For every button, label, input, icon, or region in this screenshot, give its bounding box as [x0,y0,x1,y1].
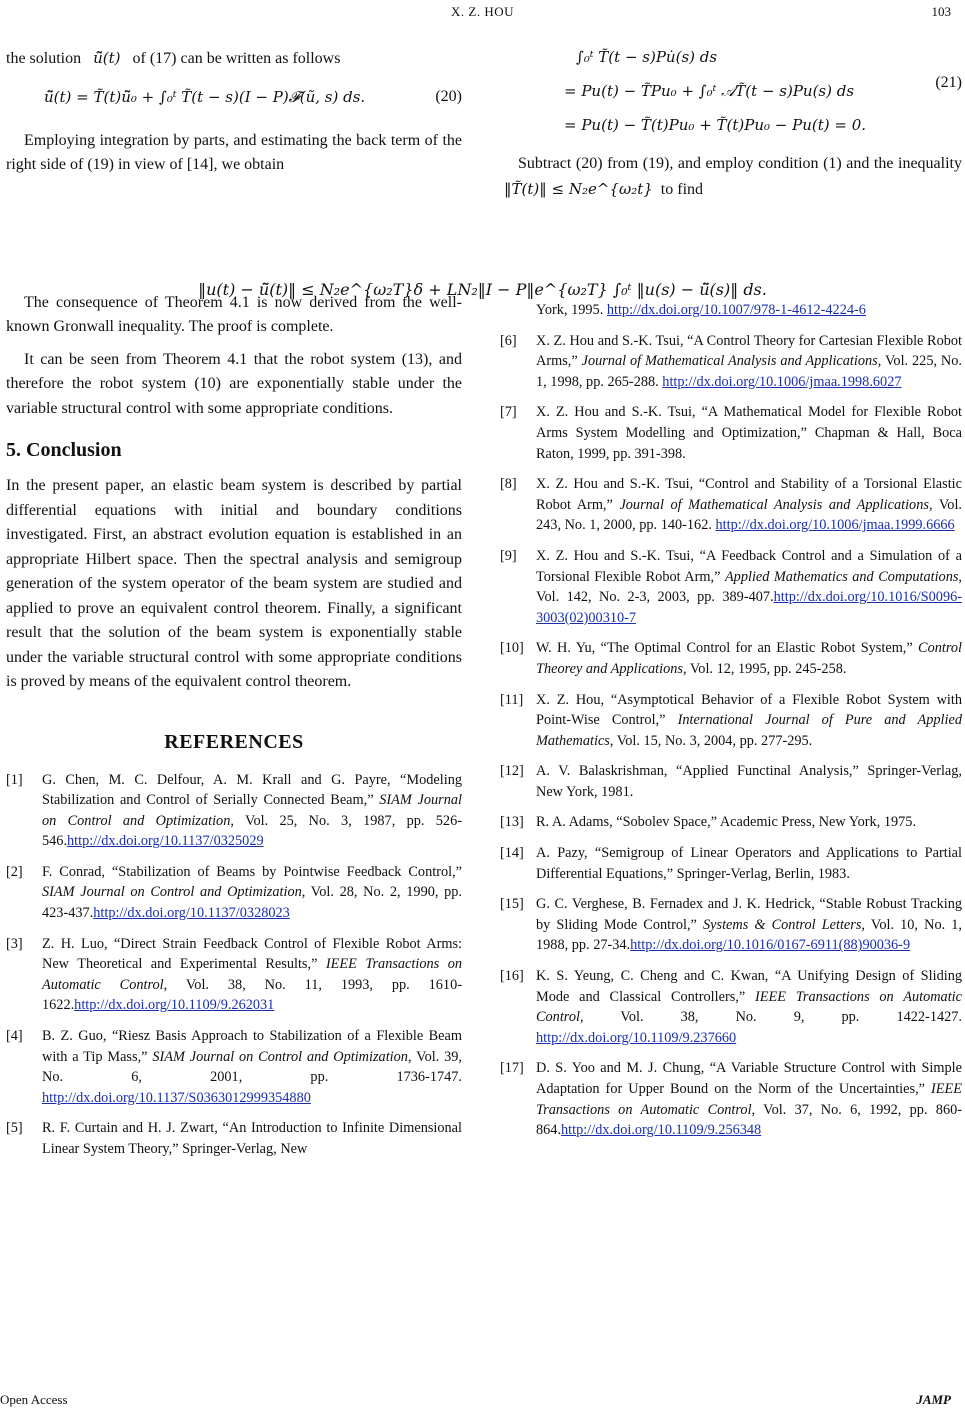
reference-details: , Vol. 225, No. 1, 1998, pp. 265-288. [536,353,962,390]
reference-item [500,761,962,802]
reference-text: X. Z. Hou and S.-K. Tsui, “A Control Theory for Cartesian Flexible Robot Arms,” [536,332,962,370]
reference-number: [11] [500,691,524,708]
reference-text: A. Pazy, “Semigroup of Linear Operators and Applications to Partial Differential Equations,” Springer-Verlag, Berlin, 1983. [536,845,962,882]
reference-text: X. Z. Hou and S.-K. Tsui, “A Feedback Control and a Simulation of a Torsional Flexible Robot Arm,” [536,547,962,585]
reference-number: [15] [500,896,524,913]
reference-journal: Journal of Mathematical Analysis and Applications [619,496,929,513]
reference-text: Z. H. Luo, “Direct Strain Feedback Control of Flexible Robot Arms: New Theoretical and Experimental Results,” [42,935,462,973]
reference-details: , Vol. 38, No. 11, 1993, pp. 1610-1622. [42,976,462,1014]
reference-doi-link[interactable]: http://dx.doi.org/10.1016/0167-6911(88)90036-9 [630,937,911,954]
solution-symbol: ũ̃(t) [93,49,121,67]
reference-item [500,1058,962,1140]
reference-number: [7] [500,404,517,421]
equation-21-line-1: ∫₀ᵗ T̃(t − s)Pu̇(s) ds [576,48,718,66]
reference-number: [12] [500,763,524,780]
reference-doi-link[interactable]: http://dx.doi.org/10.1007/978-1-4612-4224-6 [606,302,866,318]
reference-text: R. F. Curtain and H. J. Zwart, “An Introduction to Infinite Dimensional Linear System Theory,” Springer-Verlag, New [42,1120,462,1157]
references-list-left [6,770,462,1160]
reference-details: , Vol. 142, No. 2-3, 2003, pp. 389-407. [536,568,962,606]
reference-text: R. A. Adams, “Sobolev Space,” Academic Press, New York, 1975. [536,814,917,831]
reference-text: A. V. Balaskrishman, “Applied Functinal Analysis,” Springer-Verlag, New York, 1981. [536,763,962,800]
reference-number: [17] [500,1060,524,1077]
solution-intro-text: the solution [6,50,82,67]
integration-paragraph: Employing integration by parts, and estimating the back term of the right side of (19) in view of [14], we obtain [6,131,462,173]
reference-item [6,1118,462,1159]
reference-details: , Vol. 12, 1995, pp. 245-258. [682,660,847,677]
gronwall-equation-body: ‖u(t) − ũ̃(t)‖ ≤ N₂e^{ω₂T}δ + LN₂‖I − P‖e^{ω₂T} ∫₀ᵗ ‖u(s) − ũ̃(s)‖ ds. [198,280,767,299]
references-list-right [500,300,962,1141]
reference-item [500,546,962,628]
reference-journal: SIAM Journal on Control and Optimization [42,884,302,901]
reference-item [6,934,462,1016]
reference-journal: IEEE Transactions on Automatic Control [536,1081,962,1118]
reference-journal: Applied Mathematics and Computations [724,568,959,585]
reference-details: , Vol. 38, No. 9, pp. 1422-1427. [579,1009,962,1026]
reference-item [500,331,962,393]
reference-text: York, 1995. [536,302,607,318]
gronwall-equation [0,280,965,300]
reference-details: , Vol. 28, No. 2, 1990, pp. 423-437. [42,884,462,922]
reference-item [500,690,962,752]
reference-item [6,862,462,924]
subtract-text-b: to find [660,180,704,198]
equation-21-line-2: = Pu(t) − T̃Pu₀ + ∫₀ᵗ 𝒜T̃(t − s)Pu(s) ds [564,82,855,100]
equation-21 [500,40,962,142]
reference-text: B. Z. Guo, “Riesz Basis Approach to Stabilization of a Flexible Beam with a Tip Mass,” [42,1028,462,1065]
reference-item [500,966,962,1048]
subtract-paragraph [500,152,962,202]
gronwall-paragraph: The consequence of Theorem 4.1 is now derived from the well-known Gronwall inequality. The proof is complete. [6,293,462,335]
reference-number: [16] [500,968,524,985]
reference-details: , Vol. 25, No. 3, 1987, pp. 526-546. [42,812,462,850]
reference-doi-link[interactable]: http://dx.doi.org/10.1137/0325029 [67,833,264,850]
reference-item [500,812,962,833]
subtract-inequality: ‖T̃(t)‖ ≤ N₂e^{ω₂t} [504,179,653,198]
reference-number: [6] [500,332,517,349]
subtract-text-a: Subtract (20) from (19), and employ condition (1) and the inequality [518,155,962,172]
reference-text: W. H. Yu, “The Optimal Control for an Elastic Robot System,” [536,640,919,657]
reference-journal: Control Theorey and Applications [536,640,962,677]
reference-doi-link[interactable]: http://dx.doi.org/10.1109/9.262031 [74,997,275,1014]
reference-number: [3] [6,935,23,952]
running-header-author: X. Z. HOU [451,4,514,19]
equation-21-line-3: = Pu(t) − T̃(t)Pu₀ + T̃(t)Pu₀ − Pu(t) = 0. [564,116,867,134]
equation-21-number: (21) [935,74,962,91]
reference-number: [4] [6,1028,23,1045]
reference-doi-link[interactable]: http://dx.doi.org/10.1006/jmaa.1998.6027 [662,373,902,390]
conclusion-paragraph: In the present paper, an elastic beam system is described by partial differential equations with initial and boundary conditions investigated. First, an abstract evolution equation is established in an appropriate Hilbert space. Then the spectral analysis and semigroup generation of the system operator of the beam system are studied and applied to prove an equivalent control theorem. Finally, a significant result that the solution of the beam system is exponentially stable under the variable structural control with some appropriate conditions is proved by means of the equivalent control theorem. [6,477,462,690]
reference-details: , Vol. 243, No. 1, 2000, pp. 140-162. [536,496,962,534]
equation-20-number: (20) [435,87,462,105]
reference-journal: Systems & Control Letters [703,916,862,933]
reference-doi-link[interactable]: http://dx.doi.org/10.1137/S0363012999354880 [42,1089,311,1106]
reference-text: X. Z. Hou and S.-K. Tsui, “A Mathematical Model for Flexible Robot Arms System Modelling and Optimization,” Chapman & Hall, Boca Raton, 1999, pp. 391-398. [536,404,962,462]
reference-journal: IEEE Transactions on Automatic Control [42,956,462,993]
reference-doi-link[interactable]: http://dx.doi.org/10.1109/9.237660 [536,1029,737,1046]
reference-text: D. S. Yoo and M. J. Chung, “A Variable Structure Control with Simple Adaptation for Upper Bound on the Norm of the Uncertainties,” [536,1060,962,1097]
reference-number: [14] [500,845,524,862]
reference-item [500,300,962,321]
page-number: 103 [931,4,951,19]
reference-doi-link[interactable]: http://dx.doi.org/10.1016/S0096-3003(02)00310-7 [536,589,962,626]
reference-journal: SIAM Journal on Control and Optimization [42,792,462,829]
footer-journal: JAMP [916,1392,951,1407]
reference-number: [8] [500,476,517,493]
reference-item [500,474,962,536]
reference-text: K. S. Yeung, C. Cheng and C. Kwan, “A Unifying Design of Sliding Mode and Classical Controllers,” [536,968,962,1005]
solution-rest-text: of (17) can be written as follows [132,50,341,67]
reference-details: , Vol. 15, No. 3, 2004, pp. 277-295. [609,732,813,749]
reference-number: [5] [6,1120,23,1137]
reference-item [500,638,962,679]
footer-open-access: Open Access [0,1392,68,1407]
conclusion-heading: 5. Conclusion [6,439,122,461]
reference-text: G. C. Verghese, B. Fernadex and J. K. Hedrick, “Stable Robust Tracking by Sliding Mode Control,” [536,896,962,933]
reference-text: F. Conrad, “Stabilization of Beams by Pointwise Feedback Control,” [42,863,462,880]
reference-item [6,770,462,852]
reference-details: , Vol. 39, No. 6, 2001, pp. 1736-1747. [42,1048,462,1086]
reference-journal: SIAM Journal on Control and Optimization [152,1048,408,1065]
reference-journal: IEEE Transactions on Automatic Control [536,988,962,1026]
reference-doi-link[interactable]: http://dx.doi.org/10.1109/9.256348 [561,1122,762,1139]
reference-text: X. Z. Hou and S.-K. Tsui, “Control and Stability of a Torsional Elastic Robot Arm,” [536,476,962,513]
reference-journal: International Journal of Pure and Applied Mathematics [536,712,962,749]
reference-text: G. Chen, M. C. Delfour, A. M. Krall and G. Payre, “Modeling Stabilization and Control of Serially Connected Beam,” [42,771,462,809]
reference-text: X. Z. Hou, “Asymptotical Behavior of a Flexible Robot System with Point-Wise Control,” [536,691,962,729]
equation-20-body: ũ̃(t) = T̃(t)ũ̃₀ + ∫₀ᵗ T̃(t − s)(I − P)𝓕(ũ, s) ds. [44,87,366,106]
reference-item [500,894,962,956]
reference-doi-link[interactable]: http://dx.doi.org/10.1006/jmaa.1999.6666 [715,517,955,534]
left-column [6,46,462,1170]
reference-number: [10] [500,640,524,657]
reference-number: [2] [6,863,23,880]
right-column [500,40,962,1151]
reference-item [6,1026,462,1108]
reference-journal: Journal of Mathematical Analysis and Applications [581,353,878,370]
reference-item [500,843,962,884]
solution-intro-paragraph [6,46,462,72]
reference-doi-link[interactable]: http://dx.doi.org/10.1137/0328023 [93,905,290,922]
reference-details: , Vol. 37, No. 6, 1992, pp. 860-864. [536,1101,962,1139]
reference-number: [1] [6,771,23,788]
stability-paragraph: It can be seen from Theorem 4.1 that the robot system (13), and therefore the robot system (10) are exponentially stable under the variable structural control with some appropriate conditions. [6,350,462,417]
reference-number: [9] [500,547,517,564]
equation-20 [6,88,462,107]
reference-details: , Vol. 10, No. 1, 1988, pp. 27-34. [536,916,962,954]
reference-number: [13] [500,814,524,831]
references-heading: REFERENCES [164,730,304,753]
reference-item [500,402,962,464]
